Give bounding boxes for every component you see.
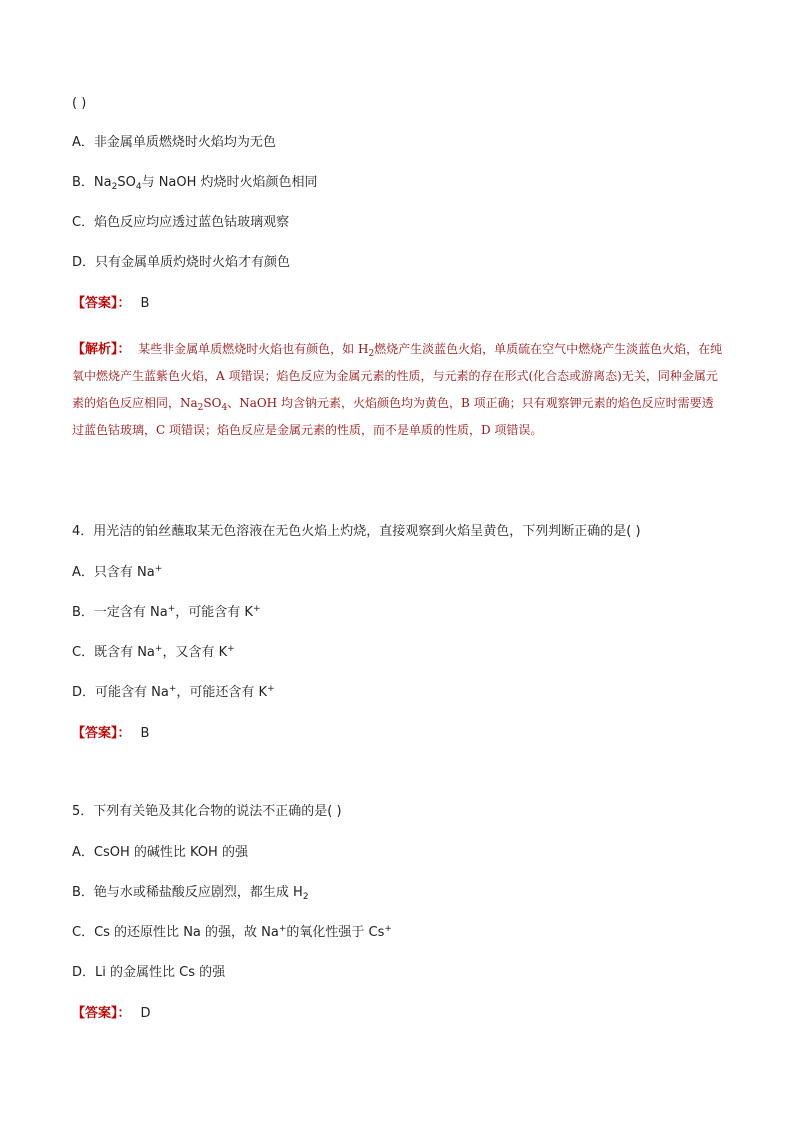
q4-stem: 4．用光洁的铂丝蘸取某无色溶液在无色火焰上灼烧，直接观察到火焰呈黄色，下列判断正确的是( ) [72,524,641,539]
q4-option-a: A．只含有 Na+ [72,564,163,580]
q3-analysis: 【解析】： 某些非金属单质燃烧时火焰也有颜色，如 $H_2$燃烧产生淡蓝色火焰，单质硫在空气中燃烧产生淡蓝色火焰，在纯氧中燃烧产生蓝紫色火焰，A 项错误；焰色反应为金属元素的性质，与元素的存在形式(化合态或游离态)无关，同种金属元素的焰色反应相同，$Na_2SO_4$、NaOH 均含钠元素，火焰颜色均为黄色，B 项正确；只有观察钾元素的焰色反应时需要透过蓝色钴玻璃，C 项错误；焰色反应是金属元素的性质，而不是单质的性质，D 项错误。 [72,342,723,437]
q5-answer: 【答案】： D [72,1006,151,1021]
q4-option-b: B．一定含有 Na+，可能含有 K+ [72,604,261,620]
q5-option-a: A．CsOH 的碱性比 KOH 的强 [72,845,248,860]
q5-option-d: D．Li 的金属性比 Cs 的强 [72,965,226,980]
q4-answer: 【答案】： B [72,726,150,741]
q5-stem: 5．下列有关铯及其化合物的说法不正确的是( ) [72,804,342,819]
q5-option-b: B．铯与水或稀盐酸反应剧烈，都生成 $H_2$ [72,885,309,902]
q4-option-c: C．既含有 Na+，又含有 K+ [72,644,235,660]
q5-option-c: C．Cs 的还原性比 Na 的强，故 Na+的氧化性强于 Cs+ [72,924,392,940]
q4-option-d: D．可能含有 Na+，可能还含有 K+ [72,684,275,700]
q3-answer: 【答案】： B [72,296,150,311]
q3-option-b: B．$Na_2SO_4$与 NaOH 灼烧时火焰颜色相同 [72,175,318,192]
q3-option-a: A．非金属单质燃烧时火焰均为无色 [72,135,276,150]
q3-option-d: D．只有金属单质灼烧时火焰才有颜色 [72,255,291,270]
q3-stem: ( ) [72,96,87,111]
q3-option-c: C．焰色反应均应透过蓝色钴玻璃观察 [72,215,290,230]
